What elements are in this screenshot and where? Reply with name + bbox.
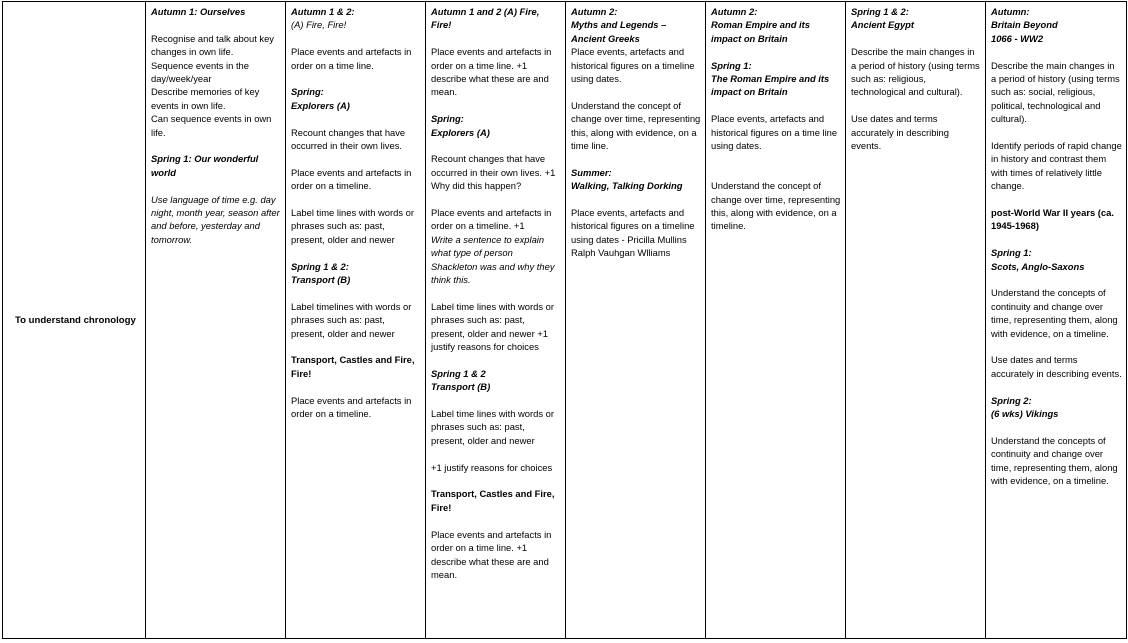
heading-text: Spring 2: [991, 394, 1032, 406]
spacer [711, 152, 841, 165]
paragraph-text: Describe the main changes in a period of history (using terms such as: religious, technological and cultural). [851, 46, 980, 98]
heading-text: Autumn 1 and 2 (A) Fire, Fire! [431, 6, 540, 31]
paragraph-text: Place events and artefacts in order on a time line. [291, 46, 412, 71]
spacer [431, 394, 561, 407]
spacer [711, 99, 841, 112]
spacer [291, 32, 421, 45]
heading-text: Transport (B) [431, 381, 491, 393]
heading-text: Ancient Egypt [851, 19, 915, 31]
cell-year-4 [706, 2, 846, 639]
paragraph-text: Label timelines with words or phrases such as: past, present, older and newer [291, 300, 412, 339]
heading-text: Explorers (A) [291, 99, 350, 111]
heading-text: Spring 1: [711, 59, 752, 71]
paragraph-text: Place events and artefacts in order on a timeline. [291, 166, 412, 192]
spacer [991, 45, 1122, 58]
paragraph-text: Place events and artefacts in order on a time line. +1 describe what these are and mean. [431, 46, 552, 98]
heading-text: Autumn 2: [711, 6, 758, 17]
spacer [151, 139, 281, 152]
paragraph-text: Use language of time e.g. day night, month year, season after and before, yesterday and tomorrow. [151, 193, 280, 245]
cell-year-3 [566, 2, 706, 639]
paragraph-text: Understand the concept of change over time, representing this, along with evidence, on a timeline. [711, 180, 841, 232]
paragraph-text: Describe memories of key events in own life. [151, 86, 260, 111]
heading-text: Spring 1 & 2: [291, 260, 349, 272]
spacer [851, 99, 981, 112]
table-row [3, 2, 1127, 639]
heading-text: Autumn 1 & 2: [291, 6, 355, 17]
heading-text: Summer: [571, 166, 612, 178]
spacer [431, 139, 561, 152]
paragraph-text: Understand the concepts of continuity and change over time, representing them, along with evidence, on a timeline. [991, 287, 1118, 339]
paragraph-text: Place events, artefacts and historical figures on a timeline using dates. [571, 46, 695, 85]
spacer [431, 193, 561, 206]
heading-text: Scots, Anglo-Saxons [991, 260, 1085, 272]
spacer [431, 286, 561, 299]
paragraph-text: Identify periods of rapid change in history and contrast them with times of relatively little change. [991, 140, 1122, 192]
paragraph-text: +1 justify reasons for choices [431, 461, 553, 473]
spacer [431, 32, 561, 45]
spacer [431, 514, 561, 527]
spacer [291, 72, 421, 85]
heading-text: Transport, Castles and Fire, Fire! [291, 354, 415, 379]
heading-text: (6 wks) Vikings [991, 408, 1059, 420]
heading-text: Spring 1: [991, 247, 1032, 259]
heading-text: Myths and Legends – Ancient Greeks [571, 19, 667, 44]
paragraph-text: Understand the concept of change over time, representing this, along with evidence, on a time line. [571, 99, 701, 152]
paragraph-text: Describe the main changes in a period of history (using terms such as: social, religious, political, technological and cultural). [991, 59, 1120, 125]
paragraph-text: Label time lines with words or phrases such as: past, present, older and newer [431, 408, 554, 446]
heading-text: post-World War II years (ca. 1945-1968) [991, 207, 1114, 232]
paragraph-text: Use dates and terms accurately in describing events. [991, 354, 1122, 379]
spacer [291, 246, 421, 259]
spacer [991, 233, 1122, 246]
heading-text: Roman Empire and its impact on Britain [711, 19, 810, 44]
paragraph-text: Recount changes that have occurred in their own lives. [291, 126, 406, 152]
cell-year-6 [986, 2, 1127, 639]
paragraph-text: Recognise and talk about key changes in own life. [151, 32, 274, 58]
spacer [291, 286, 421, 299]
paragraph-text: Label time lines with words or phrases such as: past, present, older and newer [291, 207, 414, 245]
spacer [151, 18, 281, 31]
heading-text: Explorers (A) [431, 126, 490, 138]
heading-text: Transport (B) [291, 274, 351, 286]
paragraph-text: Use dates and terms accurately in describing events. [851, 113, 949, 152]
spacer [151, 179, 281, 192]
row-header: To understand chronology [3, 2, 146, 639]
cell-year-5 [846, 2, 986, 639]
heading-text: The Roman Empire and its impact on Britain [711, 73, 830, 98]
paragraph-text: Recount changes that have occurred in their own lives. +1 Why did this happen? [431, 153, 556, 192]
paragraph-text: (A) Fire, Fire! [291, 19, 347, 31]
heading-text: Walking, Talking Dorking [571, 180, 683, 192]
heading-text: Spring 1: Our wonderful world [151, 153, 259, 178]
paragraph-text: Ralph Vauhgan Wlliams [571, 247, 671, 259]
paragraph-text: Place events and artefacts in order on a timeline. +1 [431, 207, 552, 232]
spacer [571, 85, 701, 98]
heading-text: Transport, Castles and Fire, Fire! [431, 488, 555, 513]
heading-text: Spring: [291, 86, 324, 98]
spacer [711, 45, 841, 58]
heading-text: Spring 1 & 2 [431, 367, 486, 379]
heading-text: Autumn 2: [571, 6, 618, 17]
paragraph-text: Place events, artefacts and historical figures on a timeline using dates - Pricilla Mullins [571, 207, 695, 245]
cell-year-1 [286, 2, 426, 639]
spacer [571, 152, 701, 165]
heading-text: 1066 - WW2 [991, 32, 1044, 44]
spacer [431, 447, 561, 460]
paragraph-text: Understand the concepts of continuity and change over time, representing them, along with evidence, on a timeline. [991, 434, 1118, 487]
spacer [431, 474, 561, 487]
paragraph-text: Sequence events in the day/week/year [151, 59, 249, 85]
spacer [431, 353, 561, 366]
paragraph-text: Place events and artefacts in order on a time line. +1 describe what these are and mean. [431, 528, 552, 580]
curriculum-table [2, 1, 1127, 639]
heading-text: Autumn: [991, 6, 1030, 17]
heading-text: Spring: [431, 113, 464, 125]
spacer [571, 193, 701, 206]
spacer [991, 420, 1122, 433]
heading-text: Autumn 1: Ourselves [151, 6, 246, 17]
spacer [991, 193, 1122, 206]
paragraph-text: Place events, artefacts and historical figures on a time line using dates. [711, 113, 838, 152]
spacer [711, 166, 841, 179]
paragraph-text: Label time lines with words or phrases such as: past, present, older and newer +1 justify reasons for choices [431, 300, 554, 353]
spacer [291, 193, 421, 206]
spacer [991, 126, 1122, 139]
spacer [431, 99, 561, 112]
cell-reception [146, 2, 286, 639]
spacer [291, 152, 421, 165]
spacer [991, 380, 1122, 393]
paragraph-text: Can sequence events in own life. [151, 113, 272, 138]
paragraph-text: Place events and artefacts in order on a timeline. [291, 394, 412, 420]
spacer [291, 340, 421, 353]
spacer [991, 273, 1122, 286]
heading-text: Britain Beyond [991, 19, 1058, 31]
heading-text: Spring 1 & 2: [851, 6, 909, 17]
spacer [991, 340, 1122, 353]
paragraph-text: Write a sentence to explain what type of person Shackleton was and why they think this. [431, 233, 555, 286]
spacer [291, 112, 421, 125]
spacer [291, 380, 421, 393]
spacer [851, 32, 981, 45]
cell-year-2 [426, 2, 566, 639]
